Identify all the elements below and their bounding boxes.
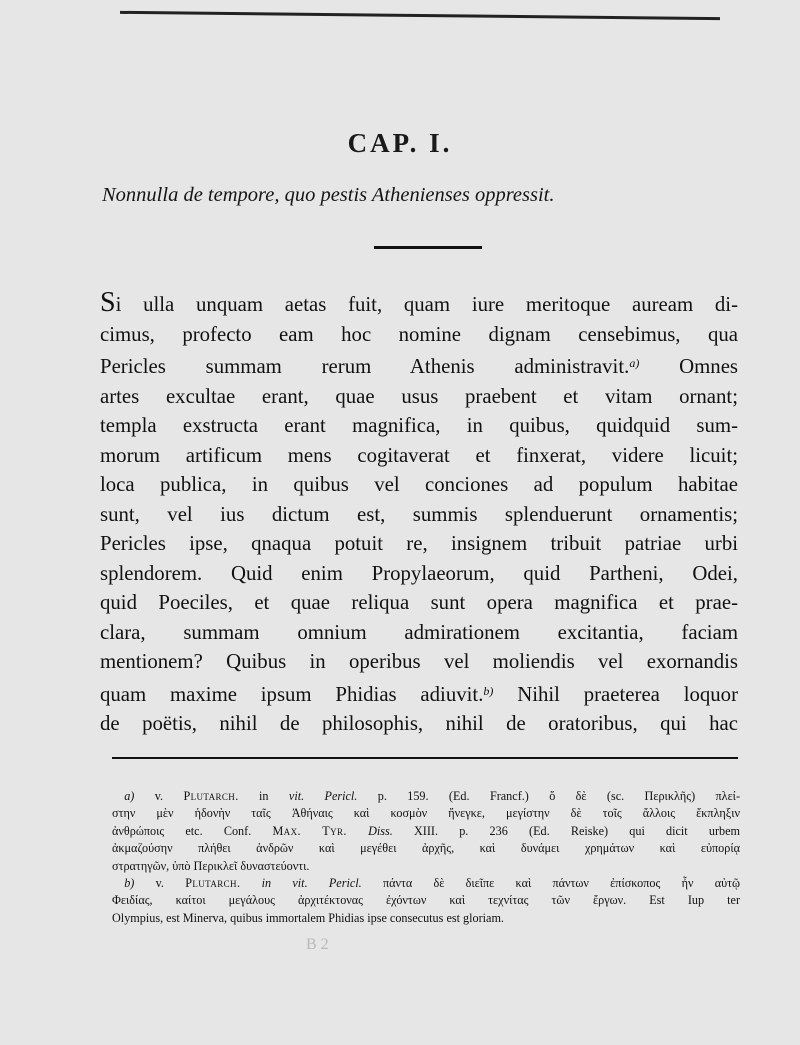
text-line: splendorem. Quid enim Propylaeorum, quid Partheni, Odei, [100, 561, 738, 585]
footnote-a-line: ἀκμαζούσην πλήθει ἀνδρῶν καὶ μεγέθει ἀρχῆς, καὶ δυνάμει χρημάτων καὶ εὐπορίᾳ [112, 841, 740, 856]
top-rule [120, 11, 720, 20]
footnote-a-line: a) v. Plutarch. in vit. Pericl. p. 159. (Ed. Francf.) ὅ δὲ (sc. Περικλῆς) πλεί- [124, 789, 741, 803]
footnote-b-line: b) v. Plutarch. in vit. Pericl. πάντα δὲ διεῖπε καὶ πάντων ἐπίσκοπος ἦν αὐτῷ [124, 876, 741, 891]
text-line: artes excultae erant, quae usus praebent et vitam ornant; [100, 384, 738, 408]
footnote-a-line: στρατηγῶν, ὑπὸ Περικλεῖ δυναστεύοντι. [112, 858, 310, 873]
footnote-a-line: ἀνθρώποις etc. Conf. Max. Tyr. Diss. XIII. p. 236 (Ed. Reiske) qui dicit urbem [112, 823, 740, 838]
text-line: quam maxime ipsum Phidias adiuvit.$^{b)}$ Nihil praeterea loquor [100, 682, 738, 706]
text-line: clara, summam omnium admirationem excitantia, faciam [100, 620, 738, 644]
text-line: mentionem? Quibus in operibus vel moliendis vel exornandis [100, 650, 738, 673]
text-line: Pericles summam rerum Athenis administravit.$^{a)}$ Omnes [100, 355, 739, 378]
text-line: de poëtis, nihil de philosophis, nihil de oratoribus, qui hac [100, 712, 738, 735]
text-line: Pericles ipse, qnaqua potuit re, insignem tribuit patriae urbi [100, 532, 738, 555]
footnote-ref-b: b) [483, 683, 494, 698]
footnote-ref-a: a) [629, 356, 640, 370]
text-line: quid Poeciles, et quae reliqua sunt opera magnifica et prae- [100, 591, 738, 614]
footnote-b-line: Φειδίας, καίτοι μεγάλους ἀρχιτέκτονας ἐχόντων καὶ τεχνίτας τῶν ἔργων. Est Iup ter [112, 893, 741, 908]
footnote-b-line: Olympius, est Minerva, quibus immortalem Phidias ipse consecutus est gloriam. [112, 910, 504, 925]
text-line: morum artificum mens cogitaverat et finxerat, videre licuit; [100, 443, 738, 467]
drop-capital: S [100, 287, 116, 318]
footnote-a-line: στην μὲν ἡδονὴν ταῖς Ἀθήναις καὶ κοσμὸν ἤνεγκε, μεγίστην δὲ τοῖς ἄλλοις ἔκπληξιν [112, 806, 740, 821]
chapter-heading: CAP. I. [347, 128, 453, 158]
text-line: sunt, vel ius dictum est, summis splenduerunt ornamentis; [100, 502, 738, 526]
heading-rule [374, 246, 482, 249]
main-paragraph [100, 287, 739, 739]
text-line: Si ulla unquam aetas fuit, quam iure meritoque auream di- [100, 287, 738, 318]
text-line: cimus, profecto eam hoc nomine dignam censebimus, qua [100, 322, 738, 346]
text-line: loca publica, in quibus vel conciones ad populum habitae [100, 473, 738, 496]
text-line: templa exstructa erant magnifica, in quibus, quidquid sum- [100, 414, 738, 437]
chapter-subtitle: Nonnulla de tempore, quo pestis Athenienses oppressit. [102, 184, 555, 206]
footnotes [112, 788, 740, 927]
footnote-rule [112, 757, 738, 759]
signature-mark: B 2 [306, 936, 329, 953]
